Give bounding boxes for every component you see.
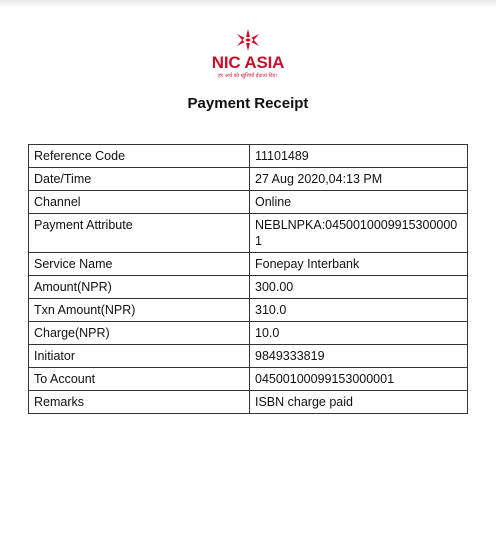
row-label: Amount(NPR) [29, 276, 250, 299]
row-label: Remarks [29, 391, 250, 414]
row-value: Online [250, 191, 468, 214]
row-value: 10.0 [250, 322, 468, 345]
star-burst-icon [235, 28, 261, 52]
row-value: 04500100099153000001 [250, 368, 468, 391]
row-value: 27 Aug 2020,04:13 PM [250, 168, 468, 191]
brand-tagline: हर अर्थ को खुशियाँ ईदाता दिए। [218, 73, 278, 79]
table-row [29, 214, 468, 253]
table-row [29, 368, 468, 391]
row-value: 11101489 [250, 145, 468, 168]
brand-name: NIC ASIA [211, 53, 285, 72]
row-value: 300.00 [250, 276, 468, 299]
row-label: Service Name [29, 253, 250, 276]
row-value: 9849333819 [250, 345, 468, 368]
page-title: Payment Receipt [187, 95, 309, 112]
table-row [29, 168, 468, 191]
table-row [29, 276, 468, 299]
row-value: Fonepay Interbank [250, 253, 468, 276]
row-label: Date/Time [29, 168, 250, 191]
row-value: ISBN charge paid [250, 391, 468, 414]
row-value: 310.0 [250, 299, 468, 322]
table-row [29, 145, 468, 168]
row-label: Txn Amount(NPR) [29, 299, 250, 322]
table-row [29, 391, 468, 414]
receipt-table [28, 144, 468, 414]
table-row [29, 299, 468, 322]
row-label: To Account [29, 368, 250, 391]
table-row [29, 253, 468, 276]
table-row [29, 345, 468, 368]
table-row [29, 322, 468, 345]
bank-logo [0, 28, 496, 80]
row-label: Payment Attribute [29, 214, 250, 253]
row-label: Reference Code [29, 145, 250, 168]
row-label: Initiator [29, 345, 250, 368]
row-label: Charge(NPR) [29, 322, 250, 345]
row-label: Channel [29, 191, 250, 214]
top-edge-shadow [0, 0, 496, 8]
row-value: NEBLNPKA:04500100099153000001 [250, 214, 468, 253]
table-row [29, 191, 468, 214]
